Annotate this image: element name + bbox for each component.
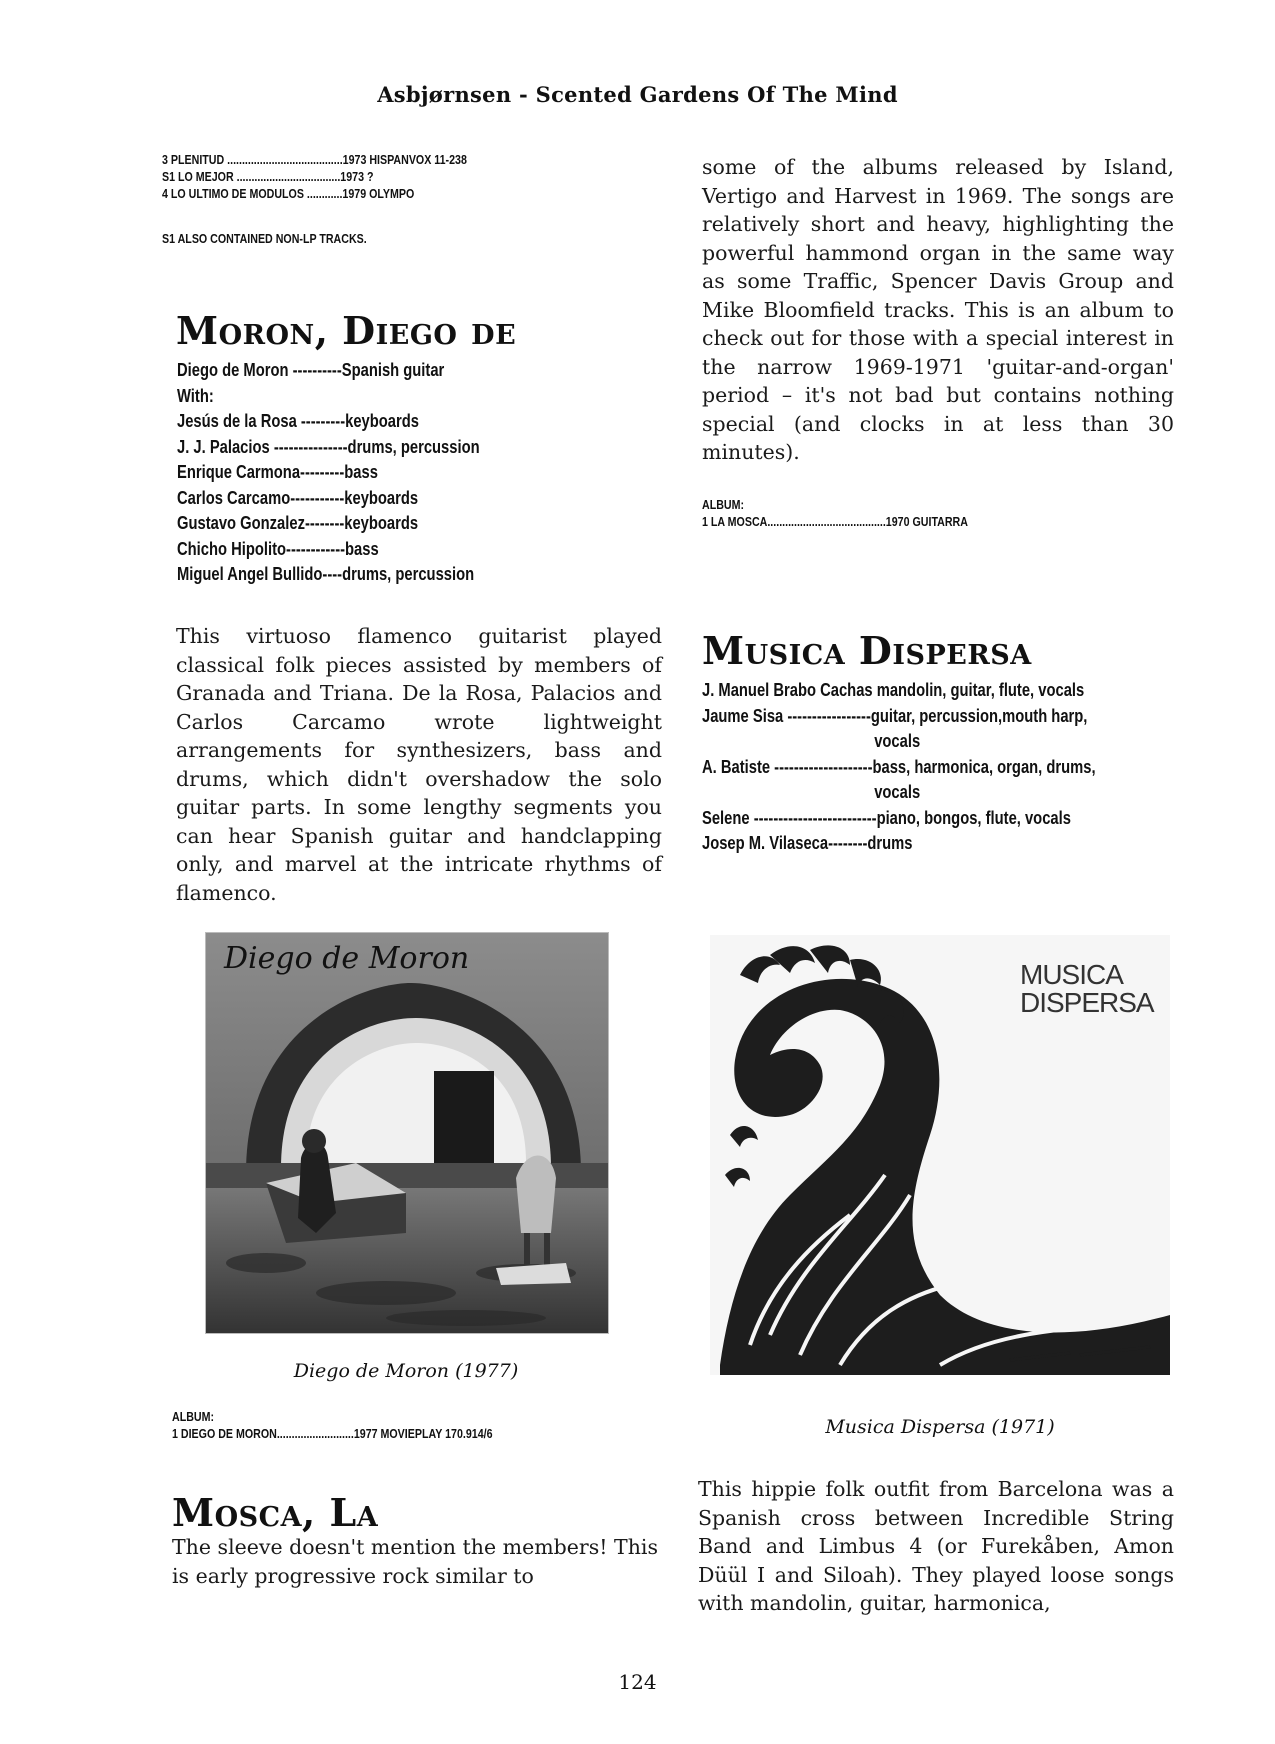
discography-line: 3 PLENITUD .......................................1973 HISPANVOX 11-238 [162, 152, 467, 167]
discography-list [162, 151, 467, 202]
member-line: Selene -------------------------piano, bongos, flute, vocals [702, 807, 1071, 828]
cover-title-line: DISPERSA [1020, 987, 1154, 1018]
member-line: Carlos Carcamo-----------keyboards [177, 487, 419, 508]
musica-dispersa-heading: Musica Dispersa [702, 628, 1032, 673]
member-line: Miguel Angel Bullido----drums, percussion [177, 564, 475, 584]
mosca-body-text-continued: some of the albums released by Island, Vertigo and Harvest in 1969. The songs are relatively short and heavy, highlighting the powerful hammond organ in the same way as some Traffic, Spencer Davis Group and Mike Bloomfield tracks. This is an album to check out for those with a special interest in the narrow 1969-1971 'guitar-and-organ' period – it's not bad but contains nothing special (and clocks in at less than 30 minutes). [702, 155, 1174, 464]
cover-title-line: MUSICA [1020, 959, 1123, 990]
cover-title [1020, 961, 1154, 1017]
running-header: Asbjørnsen - Scented Gardens Of The Mind [377, 82, 898, 107]
discography-line: S1 LO MEJOR ...................................1973 ? [162, 169, 374, 184]
musica-dispersa-cover-image [710, 935, 1170, 1375]
moron-caption: Diego de Moron (1977) [293, 1360, 519, 1382]
member-line: Jesús de la Rosa ---------keyboards [177, 411, 419, 431]
moron-album-line: 1 DIEGO DE MORON..........................1977 MOVIEPLAY 170.914/6 [172, 1426, 493, 1441]
member-line: vocals [874, 782, 921, 802]
cover-illustration [206, 933, 608, 1333]
moron-album-label: ALBUM: [172, 1409, 215, 1424]
member-line: Chicho Hipolito------------bass [177, 538, 379, 559]
member-line: Diego de Moron ----------Spanish guitar [177, 360, 445, 380]
member-line: Enrique Carmona---------bass [177, 462, 378, 482]
musica-member-list [702, 678, 1096, 857]
mosca-heading: Mosca, La [172, 1490, 379, 1535]
page-number: 124 [618, 1670, 657, 1694]
member-line: J. Manuel Brabo Cachas mandolin, guitar, flute, vocals [702, 680, 1085, 700]
diego-de-moron-cover-image [205, 932, 609, 1334]
musica-caption: Musica Dispersa (1971) [825, 1416, 1055, 1438]
member-line: Josep M. Vilaseca--------drums [702, 833, 913, 853]
moron-member-list [177, 358, 480, 588]
moron-heading: Moron, Diego de [176, 308, 517, 353]
cover-script-title: Diego de Moron [224, 941, 470, 976]
discography-note: S1 ALSO CONTAINED NON-LP TRACKS. [162, 231, 367, 246]
mosca-body-text-start: The sleeve doesn't mention the members! This is early progressive rock similar to [172, 1535, 658, 1588]
moron-body-text: This virtuoso flamenco guitarist played classical folk pieces assisted by members of Granada and Triana. De la Rosa, Palacios and Carlos Carcamo wrote lightweight arrangements for synthesizers, bass and drums, which didn't overshadow the solo guitar parts. In some lengthy segments you can hear Spanish guitar and handclapping only, and marvel at the intricate rhythms of flamenco. [176, 624, 662, 905]
member-line: With: [177, 385, 214, 406]
member-line: Jaume Sisa -----------------guitar, percussion,mouth harp, [702, 705, 1088, 726]
member-line: vocals [874, 731, 921, 751]
mosca-album-line: 1 LA MOSCA........................................1970 GUITARRA [702, 514, 968, 529]
discography-line: 4 LO ULTIMO DE MODULOS ............1979 OLYMPO [162, 186, 415, 201]
mosca-album-label: ALBUM: [702, 497, 745, 512]
member-line: Gustavo Gonzalez--------keyboards [177, 513, 419, 533]
member-line: J. J. Palacios ---------------drums, percussion [177, 436, 480, 457]
member-line: A. Batiste --------------------bass, harmonica, organ, drums, [702, 756, 1096, 777]
musica-body-text: This hippie folk outfit from Barcelona was a Spanish cross between Incredible String Band and Limbus 4 (or Furekåben, Amon Düül I and Siloah). They played loose songs with mandolin, guitar, harmonica, [698, 1477, 1174, 1615]
